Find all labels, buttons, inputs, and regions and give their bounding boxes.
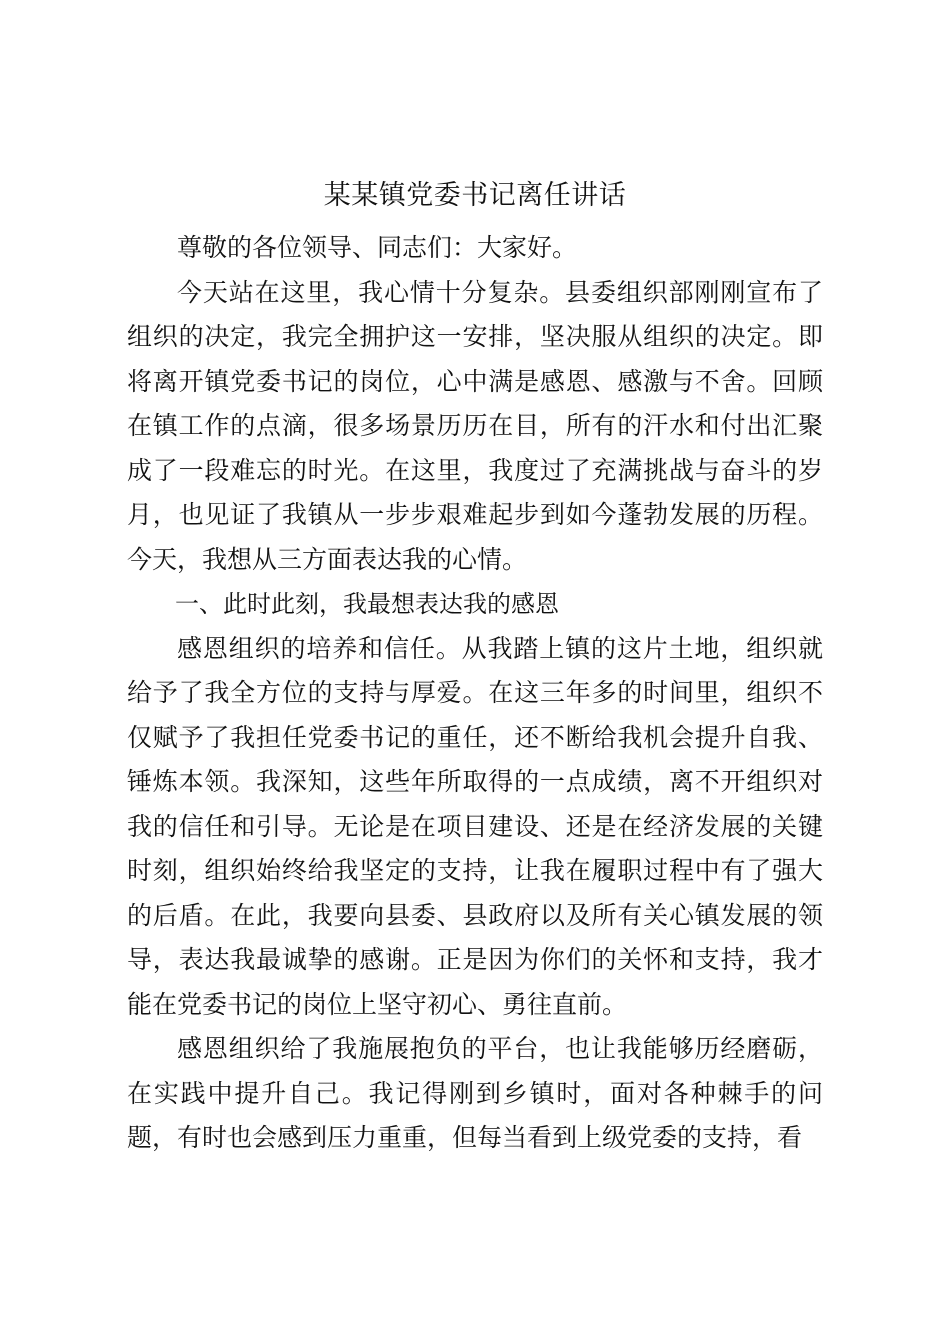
paragraph-intro: 今天站在这里，我心情十分复杂。县委组织部刚刚宣布了组织的决定，我完全拥护这一安排，坚决服从组织的决定。即将离开镇党委书记的岗位，心中满是感恩、感激与不舍。回顾在镇工作的点滴，很多场景历历在目，所有的汗水和付出汇聚成了一段难忘的时光。在这里，我度过了充满挑战与奋斗的岁月，也见证了我镇从一步步艰难起步到如今蓬勃发展的历程。今天，我想从三方面表达我的心情。	[127, 277, 823, 574]
document-body	[127, 226, 823, 1161]
section-heading: 一、此时此刻，我最想表达我的感恩	[175, 590, 559, 618]
document-title: 某某镇党委书记离任讲话	[323, 180, 627, 211]
paragraph-gratitude-2: 感恩组织给了我施展抱负的平台，也让我能够历经磨砺，在实践中提升自己。我记得刚到乡镇时，面对各种棘手的问题，有时也会感到压力重重，但每当看到上级党委的支持，看	[127, 1034, 823, 1152]
greeting: 尊敬的各位领导、同志们：大家好。	[177, 233, 578, 262]
paragraph-gratitude-1: 感恩组织的培养和信任。从我踏上镇的这片土地，组织就给予了我全方位的支持与厚爱。在这三年多的时间里，组织不仅赋予了我担任党委书记的重任，还不断给我机会提升自我、锤炼本领。我深知，这些年所取得的一点成绩，离不开组织对我的信任和引导。无论是在项目建设、还是在经济发展的关键时刻，组织始终给我坚定的支持，让我在履职过程中有了强大的后盾。在此，我要向县委、县政府以及所有关心镇发展的领导，表达我最诚挚的感谢。正是因为你们的关怀和支持，我才能在党委书记的岗位上坚守初心、勇往直前。	[127, 633, 823, 1019]
